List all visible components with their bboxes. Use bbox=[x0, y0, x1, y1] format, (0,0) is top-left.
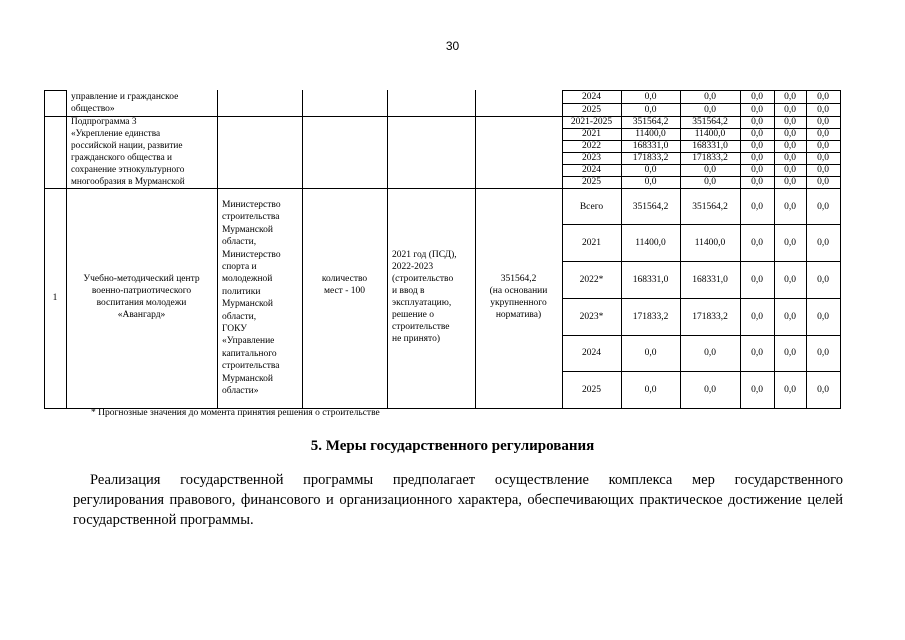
value-cell: 351564,2 bbox=[692, 117, 728, 127]
value-cell: 351564,2 bbox=[632, 202, 669, 212]
value-cell: 0,0 bbox=[751, 348, 763, 358]
value-cell: 0,0 bbox=[784, 348, 796, 358]
year-cell: 2021-2025 bbox=[570, 117, 613, 127]
value-cell: 0,0 bbox=[704, 92, 716, 102]
prev-subprogram-name-line-2: общество» bbox=[71, 104, 115, 114]
value-cell: 0,0 bbox=[817, 177, 829, 187]
value-cell: 0,0 bbox=[704, 105, 716, 115]
year-cell: 2022 bbox=[582, 141, 601, 151]
ministry-line: Мурманской bbox=[222, 224, 273, 235]
value-cell: 0,0 bbox=[784, 275, 796, 285]
ministry-line: области, bbox=[222, 311, 257, 322]
ministry-line: строительства bbox=[222, 361, 280, 372]
ministry-line: Мурманской bbox=[222, 299, 273, 310]
section-paragraph bbox=[73, 470, 843, 530]
value-cell: 0,0 bbox=[751, 117, 763, 127]
year-cell: 2025 bbox=[582, 385, 601, 395]
value-cell: 0,0 bbox=[784, 105, 796, 115]
value-cell: 351564,2 bbox=[692, 202, 728, 212]
value-cell: 11400,0 bbox=[694, 238, 726, 248]
value-cell: 0,0 bbox=[751, 238, 763, 248]
section-heading: 5. Меры государственного регулирования bbox=[310, 438, 595, 454]
year-cell: 2021 bbox=[582, 238, 601, 248]
year-cell: 2024 bbox=[582, 165, 601, 175]
value-cell: 0,0 bbox=[704, 385, 716, 395]
value-cell: 0,0 bbox=[817, 385, 829, 395]
paragraph-line-3: государственной программы. bbox=[73, 512, 254, 528]
year-cell: Всего bbox=[579, 202, 604, 212]
year-cell: 2025 bbox=[582, 177, 601, 187]
value-cell: 0,0 bbox=[817, 141, 829, 151]
period-line: решение о bbox=[392, 310, 435, 320]
year-cell: 2022* bbox=[579, 275, 604, 285]
capacity-line-2: мест - 100 bbox=[324, 286, 365, 296]
period-line: не принято) bbox=[392, 334, 440, 344]
period-line: 2021 год (ПСД), bbox=[392, 250, 457, 260]
subprogram-name-line-2: «Укрепление единства bbox=[71, 129, 161, 139]
value-cell: 171833,2 bbox=[632, 153, 669, 163]
facility-name-line-2: военно-патриотического bbox=[91, 286, 192, 296]
value-cell: 0,0 bbox=[817, 348, 829, 358]
value-cell: 0,0 bbox=[751, 312, 763, 322]
value-cell: 168331,0 bbox=[692, 141, 728, 151]
subprogram-name-line-5: сохранение этнокультурного bbox=[71, 165, 185, 175]
value-cell: 0,0 bbox=[817, 165, 829, 175]
period-line: (строительство bbox=[392, 274, 454, 284]
value-cell: 0,0 bbox=[644, 177, 657, 187]
value-cell: 351564,2 bbox=[632, 117, 669, 127]
period-line: 2022-2023 bbox=[392, 262, 434, 272]
value-cell: 0,0 bbox=[644, 348, 657, 358]
subprogram-name-line-6: многообразия в Мурманской bbox=[71, 177, 185, 187]
ministry-line: Мурманской bbox=[222, 373, 273, 384]
value-cell: 0,0 bbox=[751, 105, 763, 115]
value-cell: 0,0 bbox=[784, 385, 796, 395]
value-cell: 168331,0 bbox=[632, 275, 669, 285]
value-cell: 168331,0 bbox=[632, 141, 669, 151]
value-cell: 0,0 bbox=[817, 129, 829, 139]
ministry-line: области» bbox=[222, 386, 259, 396]
value-cell: 0,0 bbox=[751, 141, 763, 151]
value-cell: 0,0 bbox=[784, 129, 796, 139]
ministry-line: ГОКУ bbox=[222, 324, 247, 334]
subprogram-name-line-3: российской нации, развитие bbox=[71, 141, 183, 151]
ministry-line: политики bbox=[222, 286, 261, 297]
value-cell: 0,0 bbox=[751, 153, 763, 163]
value-cell: 0,0 bbox=[817, 238, 829, 248]
value-cell: 0,0 bbox=[751, 92, 763, 102]
facility-name-line-1: Учебно-методический центр bbox=[83, 274, 200, 284]
year-cell: 2021 bbox=[582, 129, 601, 139]
value-cell: 0,0 bbox=[817, 117, 829, 127]
paragraph-line-1: Реализация государственной программы предполагает осуществление комплекса мер государственного bbox=[90, 472, 843, 488]
value-cell: 0,0 bbox=[817, 105, 829, 115]
table-footnote: * Прогнозные значения до момента принятия решения о строительстве bbox=[91, 408, 380, 418]
value-cell: 0,0 bbox=[644, 92, 657, 102]
cost-line-1: 351564,2 bbox=[500, 274, 537, 284]
value-cell: 11400,0 bbox=[635, 129, 666, 139]
value-cell: 0,0 bbox=[784, 117, 796, 127]
ministry-line: капитального bbox=[222, 348, 277, 359]
period-line: и ввод в bbox=[392, 286, 425, 296]
value-cell: 0,0 bbox=[817, 153, 829, 163]
ministry-line: области, bbox=[222, 237, 257, 248]
value-cell: 0,0 bbox=[784, 141, 796, 151]
value-cell: 0,0 bbox=[784, 92, 796, 102]
paragraph-line-2: регулирования правового, финансового и организационного характера, обеспечивающих практическое достижение целей bbox=[73, 492, 843, 508]
subprogram-name-line-4: гражданского общества и bbox=[71, 153, 172, 163]
value-cell: 0,0 bbox=[751, 177, 763, 187]
row-number: 1 bbox=[52, 293, 58, 303]
page-number: 30 bbox=[445, 39, 460, 53]
value-cell: 11400,0 bbox=[694, 129, 726, 139]
value-cell: 0,0 bbox=[644, 385, 657, 395]
value-cell: 0,0 bbox=[751, 385, 763, 395]
ministry-line: Министерство bbox=[222, 200, 281, 210]
value-cell: 0,0 bbox=[784, 312, 796, 322]
ministry-line: молодежной bbox=[222, 274, 273, 285]
value-cell: 171833,2 bbox=[692, 312, 728, 322]
value-cell: 0,0 bbox=[817, 92, 829, 102]
value-cell: 0,0 bbox=[817, 312, 829, 322]
value-cell: 0,0 bbox=[751, 275, 763, 285]
cost-line-3: укрупненного bbox=[490, 298, 547, 308]
ministry-line: спорта и bbox=[222, 262, 257, 272]
value-cell: 0,0 bbox=[817, 275, 829, 285]
value-cell: 0,0 bbox=[751, 165, 763, 175]
value-cell: 171833,2 bbox=[632, 312, 669, 322]
year-cell: 2024 bbox=[582, 92, 601, 102]
cost-line-2: (на основании bbox=[489, 286, 548, 296]
year-cell: 2024 bbox=[582, 348, 601, 358]
year-cell: 2023* bbox=[579, 312, 604, 322]
value-cell: 0,0 bbox=[704, 177, 716, 187]
value-cell: 0,0 bbox=[644, 105, 657, 115]
value-cell: 0,0 bbox=[704, 348, 716, 358]
value-cell: 0,0 bbox=[784, 177, 796, 187]
value-cell: 0,0 bbox=[784, 238, 796, 248]
ministry-line: строительства bbox=[222, 212, 280, 223]
period-line: эксплуатацию, bbox=[392, 298, 452, 308]
value-cell: 11400,0 bbox=[635, 238, 666, 248]
capacity-line-1: количество bbox=[321, 274, 368, 284]
value-cell: 0,0 bbox=[784, 153, 796, 163]
value-cell: 0,0 bbox=[644, 165, 657, 175]
value-cell: 171833,2 bbox=[692, 153, 728, 163]
facility-name-line-4: «Авангард» bbox=[117, 310, 166, 320]
value-cell: 168331,0 bbox=[692, 275, 728, 285]
value-cell: 0,0 bbox=[784, 202, 796, 212]
prev-subprogram-name-line-1: управление и гражданское bbox=[71, 92, 179, 102]
year-cell: 2023 bbox=[582, 153, 601, 163]
cost-line-4: норматива) bbox=[495, 310, 542, 320]
value-cell: 0,0 bbox=[817, 202, 829, 212]
value-cell: 0,0 bbox=[751, 202, 763, 212]
value-cell: 0,0 bbox=[704, 165, 716, 175]
period-line: строительстве bbox=[392, 322, 450, 332]
ministry-line: Министерство bbox=[222, 249, 281, 260]
subprogram-name-line-1: Подпрограмма 3 bbox=[71, 117, 137, 127]
value-cell: 0,0 bbox=[784, 165, 796, 175]
ministry-line: «Управление bbox=[222, 336, 275, 347]
facility-name-line-3: воспитания молодежи bbox=[96, 298, 187, 308]
year-cell: 2025 bbox=[582, 105, 601, 115]
value-cell: 0,0 bbox=[751, 129, 763, 139]
